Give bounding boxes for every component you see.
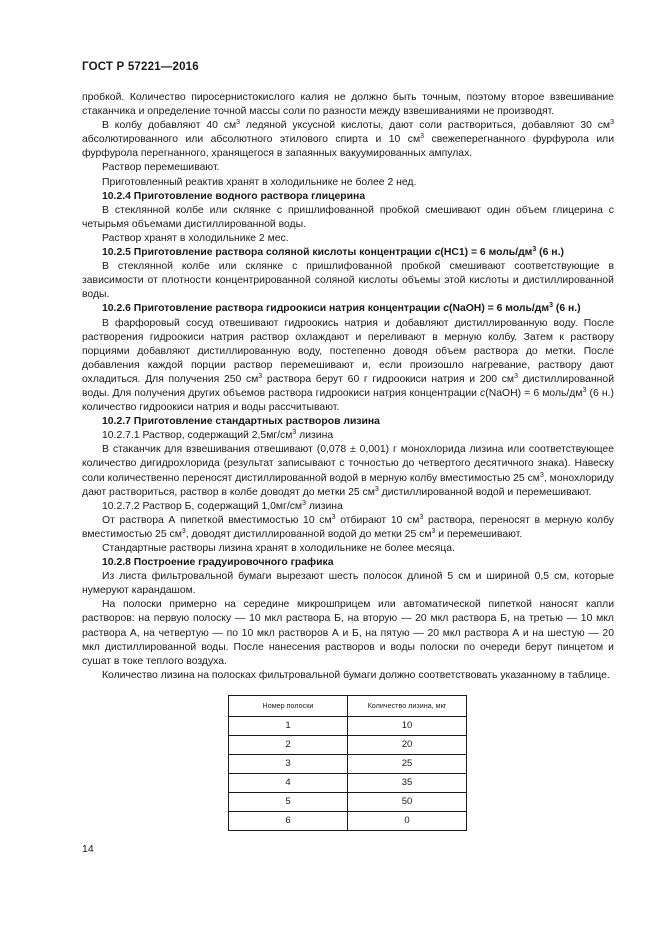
paragraph: Стандартные растворы лизина хранят в холодильнике не более месяца. [102, 543, 455, 554]
paragraph: В стеклянной колбе или склянке с пришлифованной пробкой смешивают соответствующие в зависимости от плотности концентрированной соляной кислоты объемы этой кислоты и дистиллированной воды. [82, 261, 614, 301]
table-cell: 3 [229, 754, 348, 773]
subsection-heading: 10.2.7.1 Раствор, содержащий $2,5мг/см^3$ лизина [102, 429, 334, 442]
section-heading: 10.2.8 Построение градуировочного графика [102, 557, 334, 569]
paragraph: Раствор перемешивают. [102, 162, 220, 174]
column-header-lysine-amount: Количество лизина, мкг [348, 695, 467, 716]
table-cell: 35 [348, 773, 467, 792]
paragraph: От раствора А пипеткой вместимостью 10 $см^3$ отбирают 10 $см^3$ раствора, переносят в мерную колбу вместимостью 25 $см^3$, доводят дистиллированной водой до метки 25 $см^3$ и перемешивают. [82, 513, 614, 540]
section-heading: 10.2.7 Приготовление стандартных растворов лизина [102, 416, 380, 428]
section-heading: 10.2.5 Приготовление раствора соляной кислоты концентрации c(HC1) = 6 моль/$дм^3$ (6 н.) [102, 246, 564, 259]
table-row [229, 811, 467, 830]
table-cell: 1 [229, 716, 348, 735]
table-row [229, 735, 467, 754]
subsection-heading: 10.2.7.2 Раствор Б, содержащий $1,0мг/см^3$ лизина [102, 499, 343, 512]
section-heading: 10.2.4 Приготовление водного раствора глицерина [102, 190, 366, 202]
section-heading: 10.2.6 Приготовление раствора гидроокиси натрия концентрации c(NaOH) = 6 моль/$дм^3$ (6 н.) [102, 302, 581, 315]
table-cell: 2 [229, 735, 348, 754]
page-number: 14 [82, 843, 94, 855]
document-header: ГОСТ Р 57221—2016 [82, 61, 199, 73]
paragraph: Приготовленный реактив хранят в холодильнике не более 2 нед. [102, 176, 417, 188]
table-cell: 0 [348, 811, 467, 830]
paragraph: В колбу добавляют 40 $см^3$ ледяной уксусной кислоты, дают соли раствориться, добавляют 30 $см^3$ абсолютированного или абсолютного этилового спирта и 10 $см^3$ свежеперегнанного фурфурола или фурфурола перегнанного, хранящегося в запаянных вакуумированных ампулах. [82, 119, 614, 160]
paragraph: Из листа фильтровальной бумаги вырезают шесть полосок длиной 5 см и шириной 0,5 см, которые нумеруют карандашом. [82, 571, 614, 597]
table-row [229, 754, 467, 773]
table-cell: 50 [348, 792, 467, 811]
table-row [229, 773, 467, 792]
paragraph: Раствор хранят в холодильнике 2 мес. [102, 232, 289, 244]
paragraph: Количество лизина на полосках фильтровальной бумаги должно соответствовать указанному в таблице. [102, 669, 610, 681]
table-cell: 20 [348, 735, 467, 754]
table-cell: 5 [229, 792, 348, 811]
table-cell: 25 [348, 754, 467, 773]
paragraph: В стаканчик для взвешивания отвешивают (0,078 ± 0,001) г монохлорида лизина или соответствующее количество дигидрохлорида (результат записывают с точностью до четвертого десятичного знака). Навеску соли количественно переносят дистиллированной водой в мерную колбу вместимостью 25 $см^3$, монохлориду дают раствориться, раствор в колбе доводят до метки 25 $см^3$ дистиллированной водой и перемешивают. [82, 444, 614, 498]
table-cell: 4 [229, 773, 348, 792]
table-row [229, 792, 467, 811]
document-body [82, 91, 614, 831]
paragraph: В стеклянной колбе или склянке с пришлифованной пробкой смешивают один объем глицерина с четырьмя объемами дистиллированной воды. [82, 204, 614, 230]
lysine-table [228, 695, 467, 831]
paragraph: В фарфоровый сосуд отвешивают гидроокись натрия и добавляют дистиллированную воду. После растворения гидроокиси натрия раствор охлаждают и переливают в мерную колбу. Затем к раствору порциями добавляют дистиллированную воду, постепенно доводя объем раствора до метки. После добавления каждой порции раствор перемешивают и, если произошло нагревание, раствору дают охладиться. Для получения 250 $см^3$ раствора берут 60 г гидроокиси натрия и 200 $см^3$ дистиллированной воды. Для получения других объемов раствора гидроокиси натрия концентрации c(NaOH) = 6 моль/$дм^3$ (6 н.) количество гидроокиси натрия и воды рассчитывают. [82, 317, 615, 414]
table-cell: 10 [348, 716, 467, 735]
table-row [229, 716, 467, 735]
paragraph: пробкой. Количество пиросернистокислого калия не должно быть точным, поэтому второе взвешивание стаканчика и определение точной массы соли по разности между взвешиваниями не производят. [82, 92, 614, 118]
column-header-strip-number: Номер полоски [229, 695, 348, 716]
table-header-row [229, 695, 467, 716]
paragraph: На полоски примерно на середине микрошприцем или автоматической пипеткой наносят капли растворов: на первую полоску — 10 мкл раствора Б, на вторую — 20 мкл раствора Б, на третью — 10 мкл раствора А, на четвертую — по 10 мкл растворов А и Б, на пятую — 20 мкл раствора А и на шестую — 20 мкл дистиллированной воды. После нанесения растворов и воды полоски по очереди берут пинцетом и сушат в токе теплого воздуха. [82, 599, 614, 667]
table-cell: 6 [229, 811, 348, 830]
